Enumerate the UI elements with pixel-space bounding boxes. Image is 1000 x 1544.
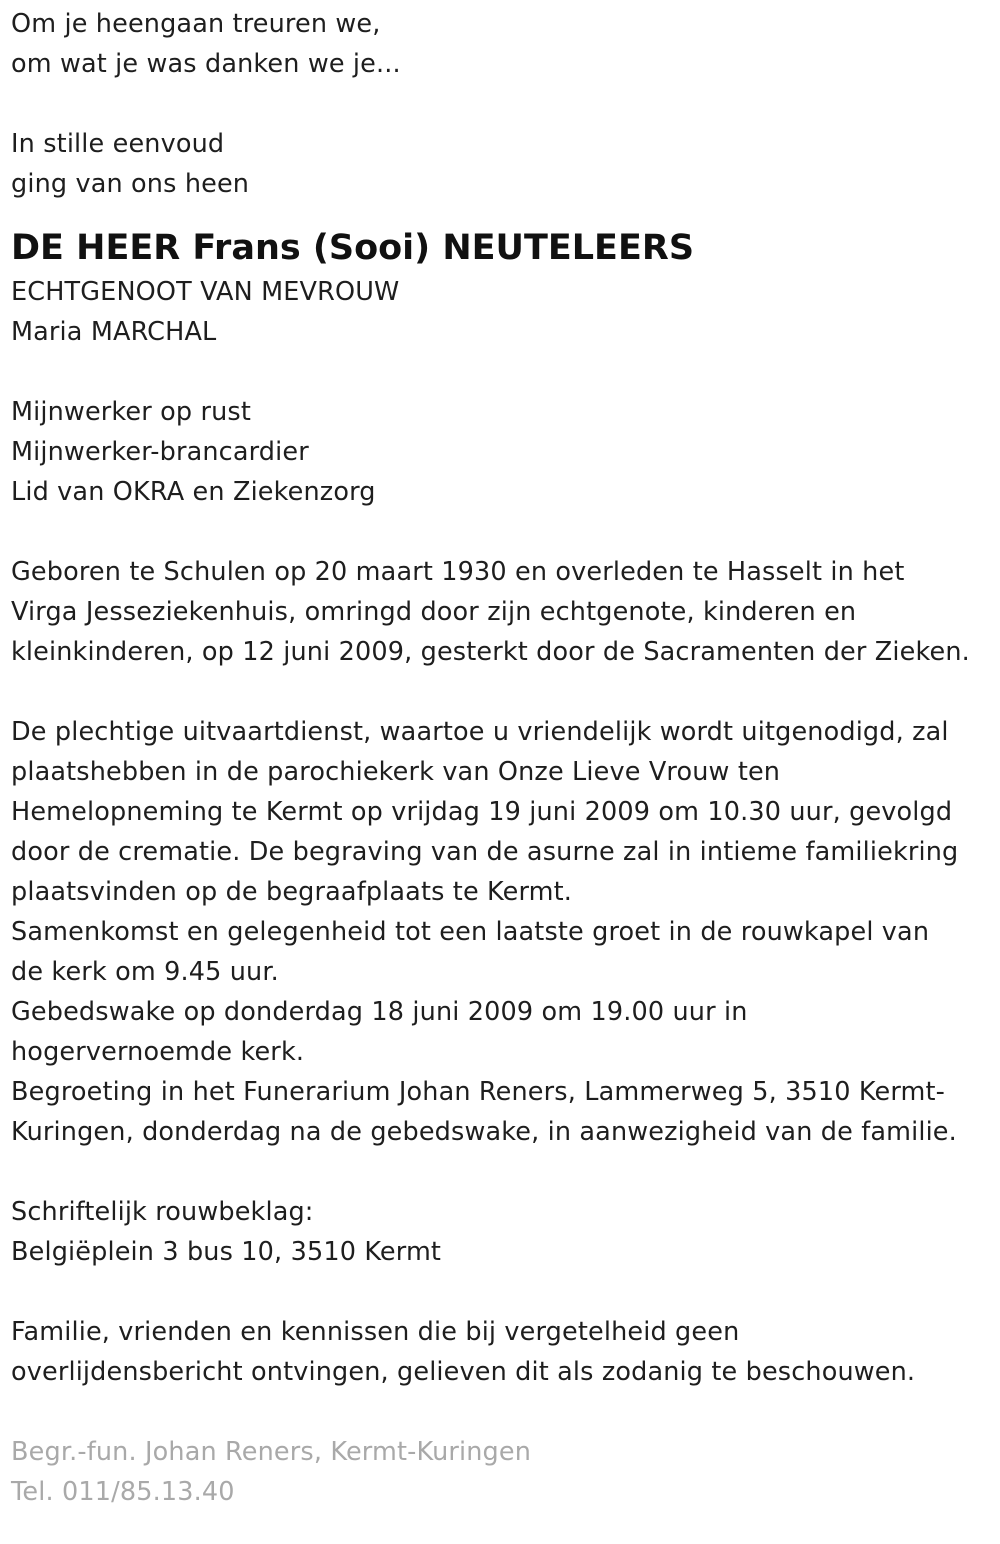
title-line: Lid van OKRA en Ziekenzorg	[11, 477, 376, 507]
service-line: Samenkomst en gelegenheid tot een laatste groet in de rouwkapel van	[11, 917, 930, 947]
spacer	[11, 672, 991, 712]
title-line: Mijnwerker-brancardier	[11, 437, 309, 467]
service-line: Hemelopneming te Kermt op vrijdag 19 juni 2009 om 10.30 uur, gevolgd	[11, 797, 953, 827]
service-line: plaatshebben in de parochiekerk van Onze Lieve Vrouw ten	[11, 757, 781, 787]
spacer	[11, 512, 991, 552]
service-line: plaatsvinden op de begraafplaats te Kermt.	[11, 877, 573, 907]
service-line: Kuringen, donderdag na de gebedswake, in aanwezigheid van de familie.	[11, 1117, 957, 1147]
spacer	[11, 84, 991, 124]
intro-line-2: ging van ons heen	[11, 169, 250, 199]
funeral-home-line: Begr.-fun. Johan Reners, Kermt-Kuringen	[11, 1437, 532, 1467]
obituary-notice	[11, 4, 991, 1512]
spouse-line-2: Maria MARCHAL	[11, 317, 217, 347]
condolence-label: Schriftelijk rouwbeklag:	[11, 1197, 314, 1227]
birth-death-line: Geboren te Schulen op 20 maart 1930 en overleden te Hasselt in het	[11, 557, 905, 587]
service-line: Begroeting in het Funerarium Johan Reners, Lammerweg 5, 3510 Kermt-	[11, 1077, 945, 1107]
service-line: hogervernoemde kerk.	[11, 1037, 305, 1067]
service-line: de kerk om 9.45 uur.	[11, 957, 279, 987]
spacer	[11, 1392, 991, 1432]
spacer	[11, 352, 991, 392]
birth-death-line: Virga Jesseziekenhuis, omringd door zijn echtgenote, kinderen en	[11, 597, 857, 627]
spouse-line-1: ECHTGENOOT VAN MEVROUW	[11, 277, 400, 307]
spacer	[11, 1272, 991, 1312]
service-line: door de crematie. De begraving van de asurne zal in intieme familiekring	[11, 837, 959, 867]
service-line: De plechtige uitvaartdienst, waartoe u vriendelijk wordt uitgenodigd, zal	[11, 717, 949, 747]
closing-line: Familie, vrienden en kennissen die bij vergetelheid geen	[11, 1317, 740, 1347]
service-line: Gebedswake op donderdag 18 juni 2009 om 19.00 uur in	[11, 997, 748, 1027]
intro-line-1: In stille eenvoud	[11, 129, 225, 159]
birth-death-line: kleinkinderen, op 12 juni 2009, gesterkt door de Sacramenten der Zieken.	[11, 637, 970, 667]
poem-line-1: Om je heengaan treuren we,	[11, 9, 381, 39]
poem-line-2: om wat je was danken we je...	[11, 49, 401, 79]
deceased-name: DE HEER Frans (Sooi) NEUTELEERS	[11, 228, 695, 268]
condolence-address: Belgiëplein 3 bus 10, 3510 Kermt	[11, 1237, 442, 1267]
closing-line: overlijdensbericht ontvingen, gelieven dit als zodanig te beschouwen.	[11, 1357, 916, 1387]
title-line: Mijnwerker op rust	[11, 397, 252, 427]
spacer	[11, 1152, 991, 1192]
phone-line: Tel. 011/85.13.40	[11, 1477, 235, 1507]
